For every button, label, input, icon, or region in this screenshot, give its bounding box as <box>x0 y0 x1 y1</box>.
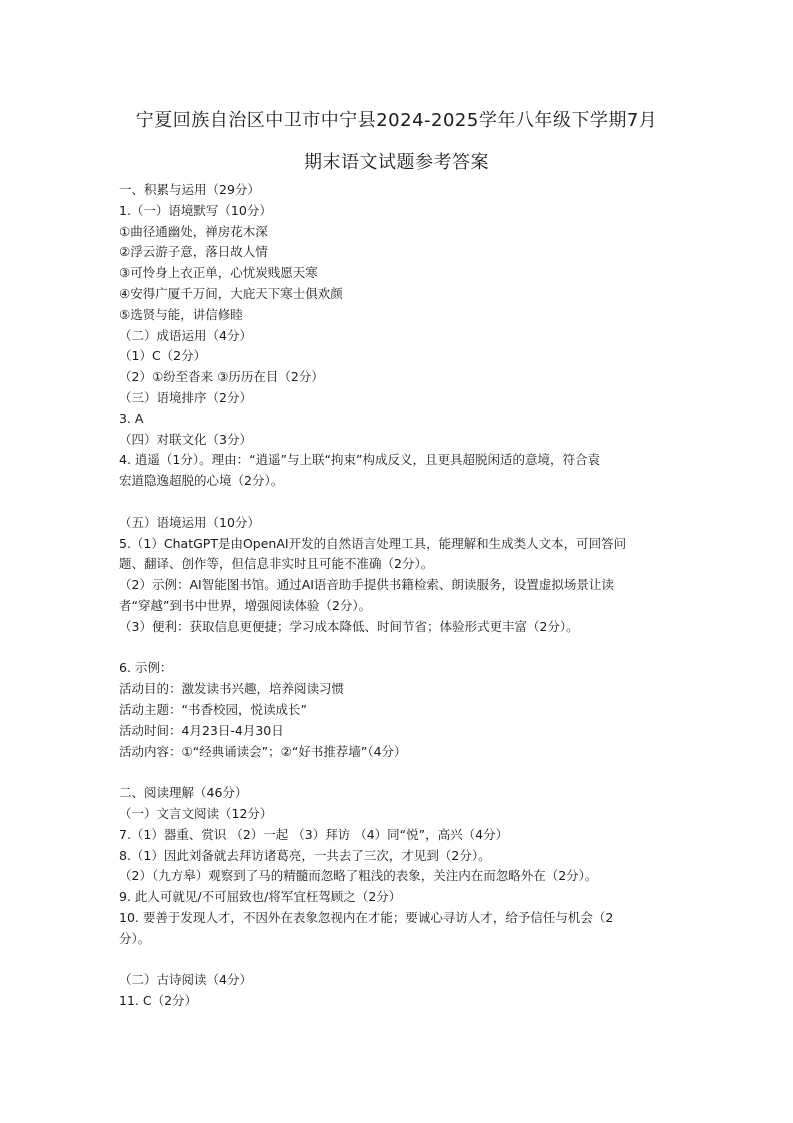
answer-line: （1）C（2分） <box>119 348 207 364</box>
answer-line: 题、翻译、创作等，但信息非实时且可能不准确（2分）。 <box>119 556 434 572</box>
answer-line: ⑤选贤与能，讲信修睦 <box>119 306 243 322</box>
answer-line: 9. 此人可就见/不可屈致也/将军宜枉驾顾之（2分） <box>119 889 402 905</box>
answer-line: 活动时间：4月23日-4月30日 <box>119 722 284 738</box>
answer-line: 7.（1）器重、赏识 （2）一起 （3）拜访 （4）同“悦”，高兴（4分） <box>119 826 509 842</box>
answer-line: ①曲径通幽处，禅房花木深 <box>119 223 268 239</box>
answer-line: 8.（1）因此刘备就去拜访诸葛亮，一共去了三次，才见到（2分）。 <box>119 847 491 863</box>
blank-line <box>119 762 689 783</box>
answer-line: 活动内容：①“经典诵读会”；②“好书推荐墙”（4分） <box>119 743 407 759</box>
document-title-line-1: 宁夏回族自治区中卫市中宁县2024-2025学年八年级下学期7月 <box>135 110 658 131</box>
answer-line: （二）成语运用（4分） <box>119 327 252 343</box>
answer-body <box>119 180 689 1012</box>
answer-line: 1.（一）语境默写（10分） <box>119 202 272 218</box>
answer-line: （2）①纷至沓来 ③历历在目（2分） <box>119 369 324 385</box>
answer-line: 5.（1）ChatGPT是由OpenAI开发的自然语言处理工具，能理解和生成类人文本，可回答问 <box>119 535 627 551</box>
blank-line <box>119 492 689 513</box>
answer-line: ②浮云游子意，落日故人情 <box>119 244 268 260</box>
answer-line: （3）便利：获取信息更便捷；学习成本降低、时间节省；体验形式更丰富（2分）。 <box>119 618 579 634</box>
answer-line: 11. C（2分） <box>119 993 198 1009</box>
answer-line: （三）语境排序（2分） <box>119 389 252 405</box>
answer-line: （二）古诗阅读（4分） <box>119 972 252 988</box>
answer-line: ③可怜身上衣正单，心忧炭贱愿天寒 <box>119 265 318 281</box>
answer-line: 一、积累与运用（29分） <box>119 182 260 197</box>
answer-line: 活动目的：激发读书兴趣，培养阅读习惯 <box>119 681 345 697</box>
blank-line <box>119 638 689 659</box>
blank-line <box>119 949 689 970</box>
answer-line: 3. A <box>119 410 144 426</box>
answer-line: 10. 要善于发现人才，不因外在表象忽视内在才能；要诚心寻访人才，给予信任与机会（2 <box>119 909 614 925</box>
answer-line: （四）对联文化（3分） <box>119 431 252 447</box>
answer-line: （2）示例：AI智能图书馆。通过AI语音助手提供书籍检索、朗读服务，设置虚拟场景让读 <box>119 577 614 593</box>
answer-line: 4. 逍遥（1分）。理由：“逍遥”与上联“拘束”构成反义，且更具超脱闲适的意境，符合袁 <box>119 452 601 468</box>
answer-line: （一）文言文阅读（12分） <box>119 805 273 821</box>
answer-line: （2）（九方皋）观察到了马的精髓而忽略了粗浅的表象，关注内在而忽略外在（2分）。 <box>119 868 598 884</box>
answer-line: 分）。 <box>119 930 151 946</box>
answer-line: 者“穿越”到书中世界，增强阅读体验（2分）。 <box>119 597 372 613</box>
answer-line: （五）语境运用（10分） <box>119 514 260 530</box>
answer-line: 二、阅读理解（46分） <box>119 785 248 801</box>
answer-line: 宏道隐逸超脱的心境（2分）。 <box>119 473 284 489</box>
answer-line: 活动主题：“书香校园，悦读成长” <box>119 701 307 717</box>
answer-line: 6. 示例： <box>119 660 173 676</box>
answer-line: ④安得广厦千万间，大庇天下寒士俱欢颜 <box>119 285 343 301</box>
document-title-line-2: 期末语文试题参考答案 <box>304 152 489 173</box>
